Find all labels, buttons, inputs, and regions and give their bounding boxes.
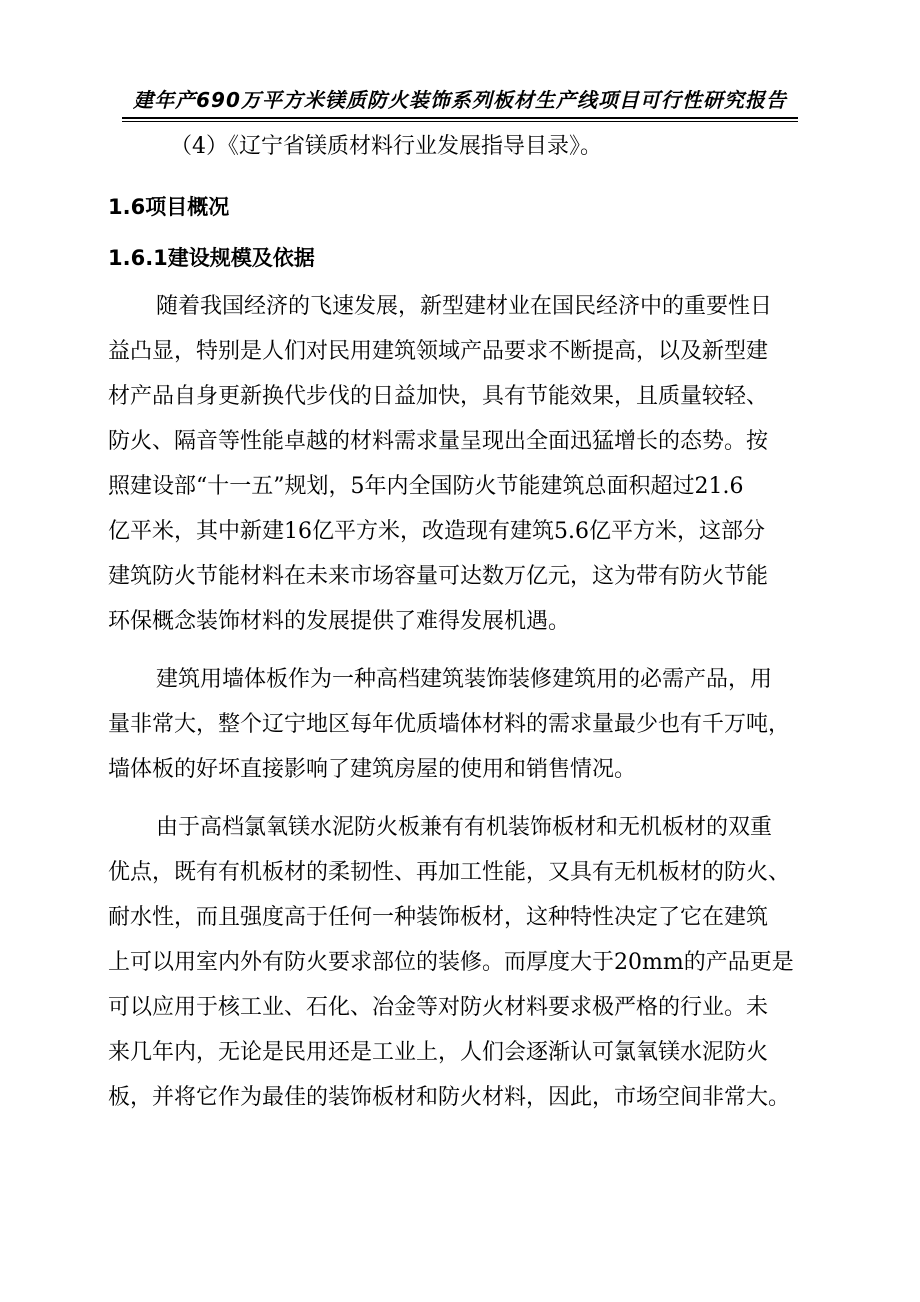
- paragraph-line: 随着我国经济的飞速发展，新型建材业在国民经济中的重要性日: [156, 294, 773, 319]
- paragraph-line: 可以应用于核工业、石化、冶金等对防火材料要求极严格的行业。未: [108, 995, 769, 1020]
- paragraph-line: 耐水性，而且强度高于任何一种装饰板材，这种特性决定了它在建筑: [108, 905, 769, 930]
- paragraph-line: 墙体板的好坏直接影响了建筑房屋的使用和销售情况。: [108, 757, 637, 782]
- paragraph-line: 上可以用室内外有防火要求部位的装修。而厚度大于20mm的产品更是: [108, 950, 794, 975]
- section-heading: 1.6项目概况: [108, 195, 230, 219]
- paragraph-line: 环保概念装饰材料的发展提供了难得发展机遇。: [108, 609, 571, 634]
- paragraph-1: [108, 284, 808, 644]
- paragraph-line: 由于高档氯氧镁水泥防火板兼有有机装饰板材和无机板材的双重: [156, 815, 773, 840]
- subsection-heading: 1.6.1建设规模及依据: [108, 246, 315, 270]
- running-header: 建年产690万平方米镁质防火装饰系列板材生产线项目可行性研究报告: [133, 88, 787, 112]
- paragraph-line: 来几年内，无论是民用还是工业上，人们会逐渐认可氯氧镁水泥防火: [108, 1040, 769, 1065]
- paragraph-line: 照建设部“十一五”规划，5年内全国防火节能建筑总面积超过21.6: [108, 474, 744, 499]
- header-rule: [122, 117, 798, 119]
- paragraph-line: 建筑用墙体板作为一种高档建筑装饰装修建筑用的必需产品，用: [156, 667, 773, 692]
- reference-item: （4）《辽宁省镁质材料行业发展指导目录》。: [170, 134, 602, 159]
- paragraph-line: 建筑防火节能材料在未来市场容量可达数万亿元，这为带有防火节能: [108, 564, 769, 589]
- paragraph-2: [108, 657, 808, 792]
- paragraph-line: 益凸显，特别是人们对民用建筑领域产品要求不断提高，以及新型建: [108, 339, 769, 364]
- paragraph-line: 板，并将它作为最佳的装饰板材和防火材料，因此，市场空间非常大。: [108, 1085, 791, 1110]
- document-body: [108, 124, 808, 1120]
- paragraph-3: [108, 805, 808, 1120]
- paragraph-line: 亿平米，其中新建16亿平方米，改造现有建筑5.6亿平方米，这部分: [108, 519, 765, 544]
- paragraph-line: 优点，既有有机板材的柔韧性、再加工性能，又具有无机板材的防火、: [108, 860, 791, 885]
- paragraph-line: 防火、隔音等性能卓越的材料需求量呈现出全面迅猛增长的态势。按: [108, 429, 769, 454]
- header-rule-thin: [122, 121, 798, 122]
- paragraph-line: 量非常大，整个辽宁地区每年优质墙体材料的需求量最少也有千万吨，: [108, 712, 791, 737]
- paragraph-line: 材产品自身更新换代步伐的日益加快，具有节能效果，且质量较轻、: [108, 384, 769, 409]
